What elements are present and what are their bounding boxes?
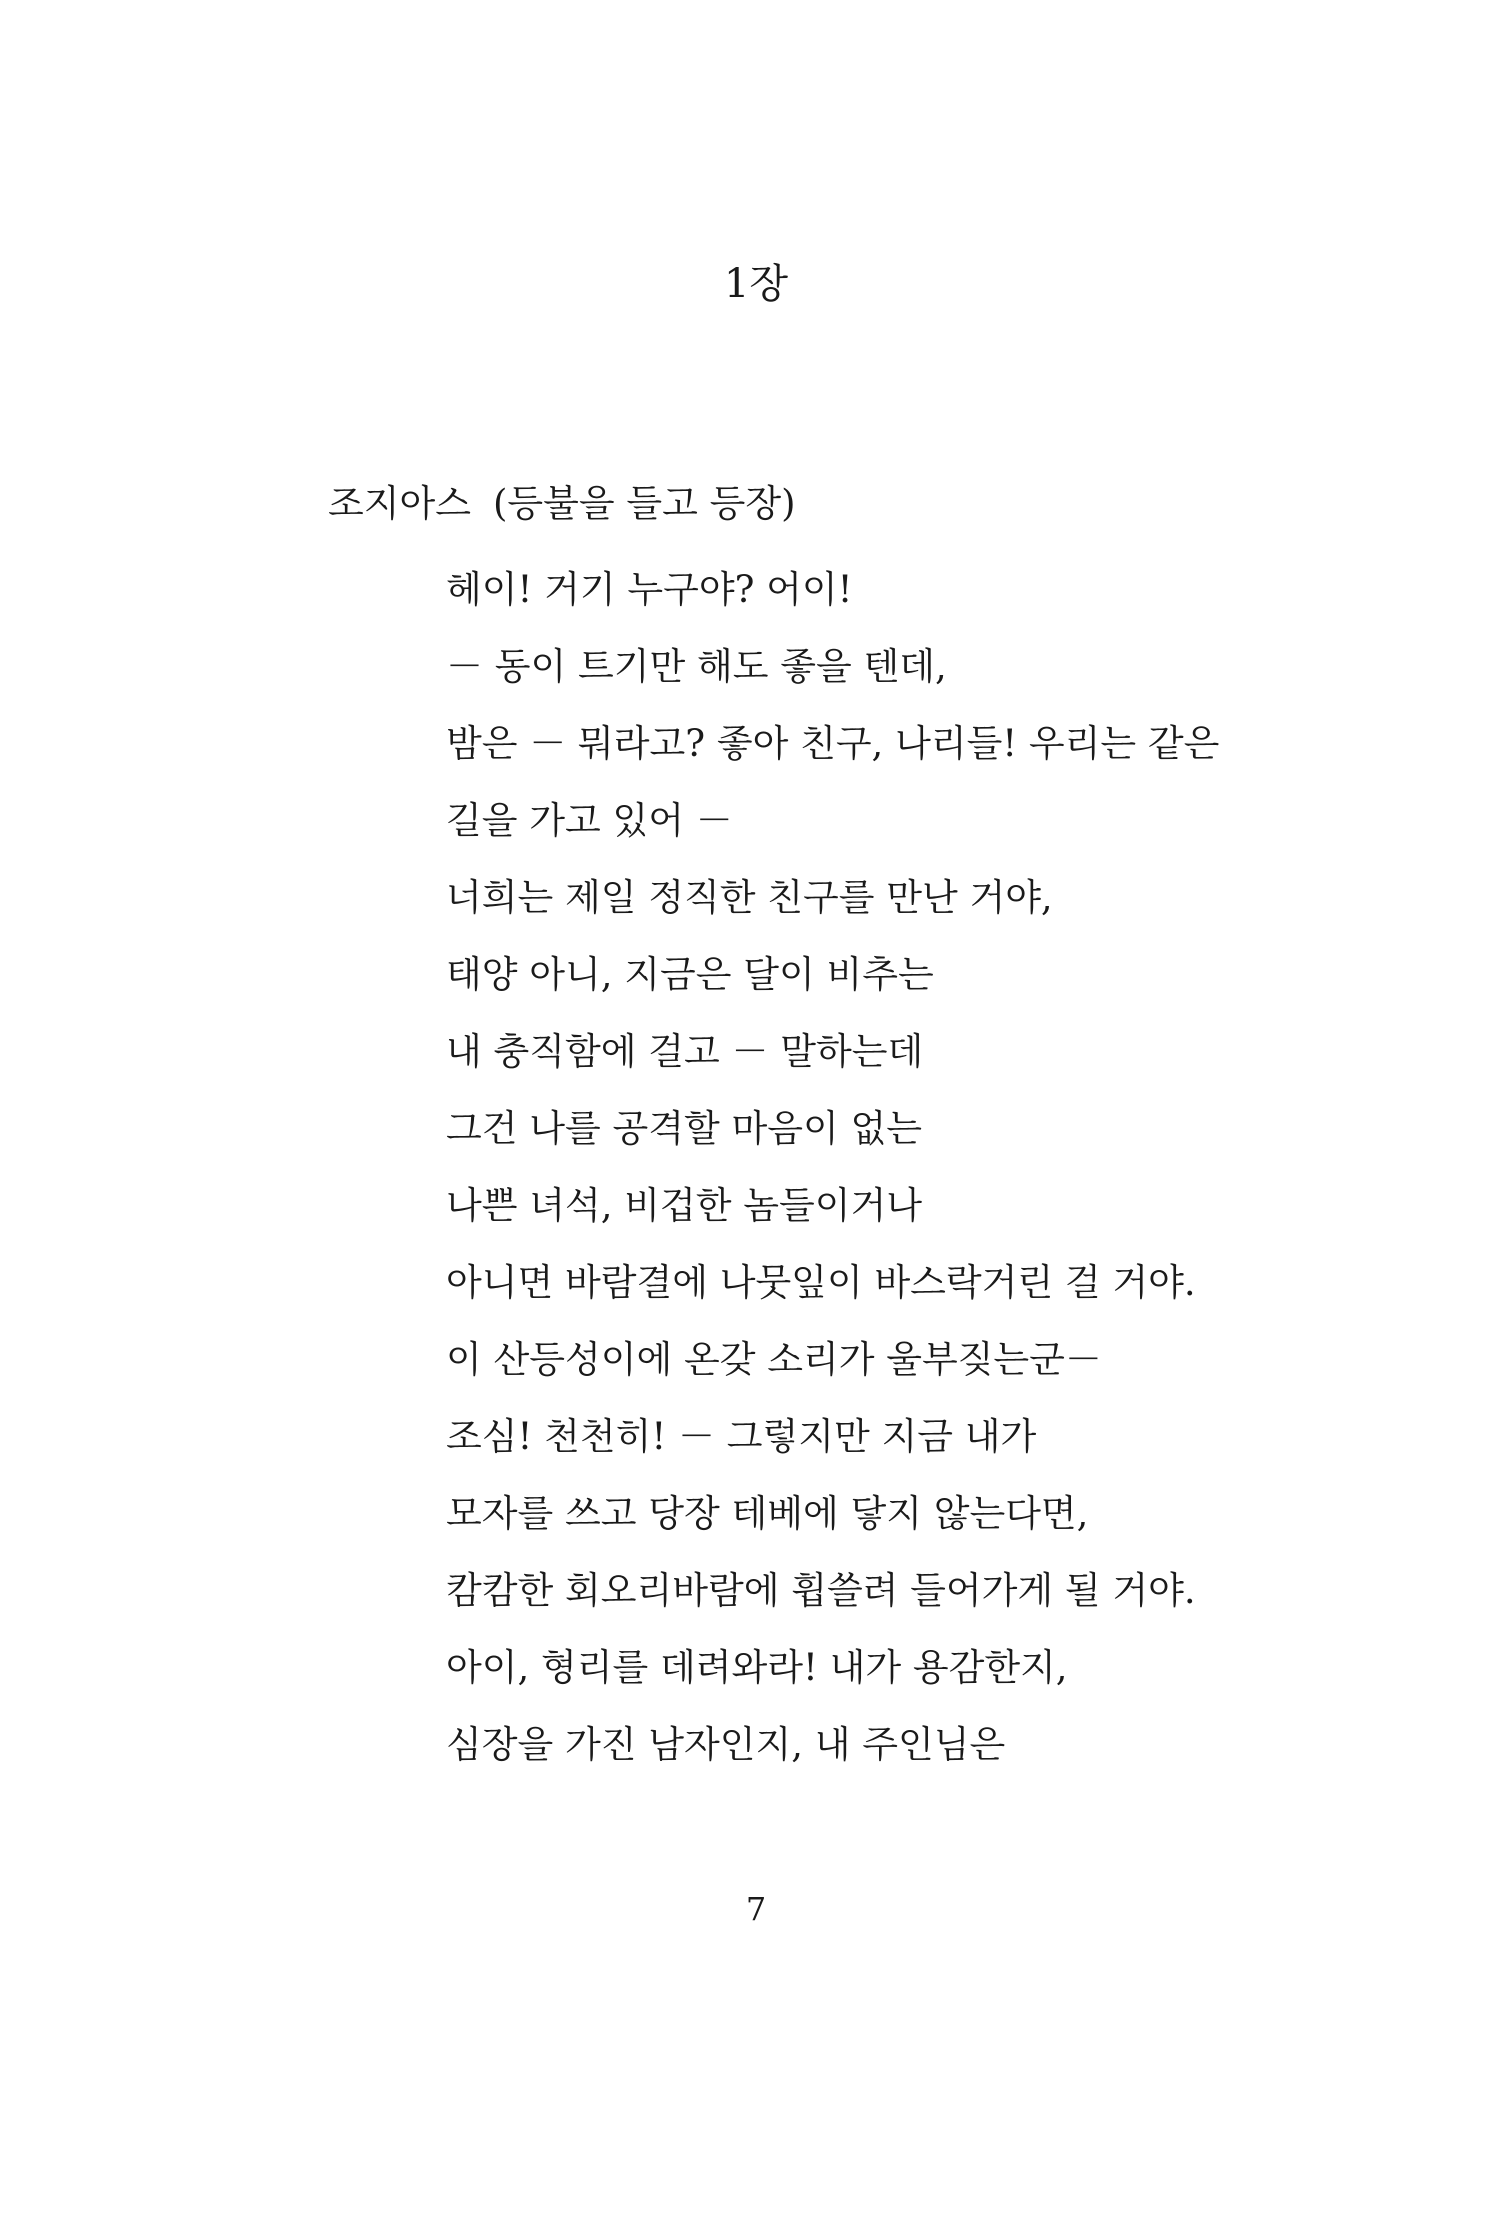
verse-line: 나쁜 녀석, 비겁한 놈들이거나 — [446, 1184, 922, 1227]
stage-direction: (등불을 들고 등장) — [492, 482, 796, 525]
verse-line: 이 산등성이에 온갖 소리가 울부짖는군－ — [446, 1338, 1102, 1381]
verse-line: 길을 가고 있어 － — [446, 799, 733, 842]
verse-line: 그건 나를 공격할 마음이 없는 — [446, 1107, 922, 1150]
verse-line: 모자를 쓰고 당장 테베에 닿지 않는다면, — [446, 1492, 1089, 1535]
verse-line: 헤이! 거기 누구야? 어이! — [446, 568, 853, 611]
speaker-line — [328, 474, 796, 534]
verse-line: － 동이 트기만 해도 좋을 텐데, — [446, 645, 947, 688]
verse-line: 아니면 바람결에 나뭇잎이 바스락거린 걸 거야. — [446, 1261, 1196, 1304]
speaker-name: 조지아스 — [328, 482, 471, 525]
verse-line: 태양 아니, 지금은 달이 비추는 — [446, 953, 934, 996]
verse-line: 아이, 형리를 데려와라! 내가 용감한지, — [446, 1646, 1068, 1689]
verse-line: 심장을 가진 남자인지, 내 주인님은 — [446, 1723, 1006, 1766]
verse-block — [446, 551, 1219, 1783]
verse-line: 밤은 － 뭐라고? 좋아 친구, 나리들! 우리는 같은 — [446, 722, 1220, 765]
verse-line: 너희는 제일 정직한 친구를 만난 거야, — [446, 876, 1053, 919]
verse-line: 조심! 천천히! － 그렇지만 지금 내가 — [446, 1415, 1037, 1458]
chapter-title: 1장 — [723, 261, 789, 307]
verse-line: 캄캄한 회오리바람에 휩쓸려 들어가게 될 거야. — [446, 1569, 1196, 1612]
verse-line: 내 충직함에 걸고 － 말하는데 — [446, 1030, 924, 1073]
page-number: 7 — [745, 1890, 767, 1928]
